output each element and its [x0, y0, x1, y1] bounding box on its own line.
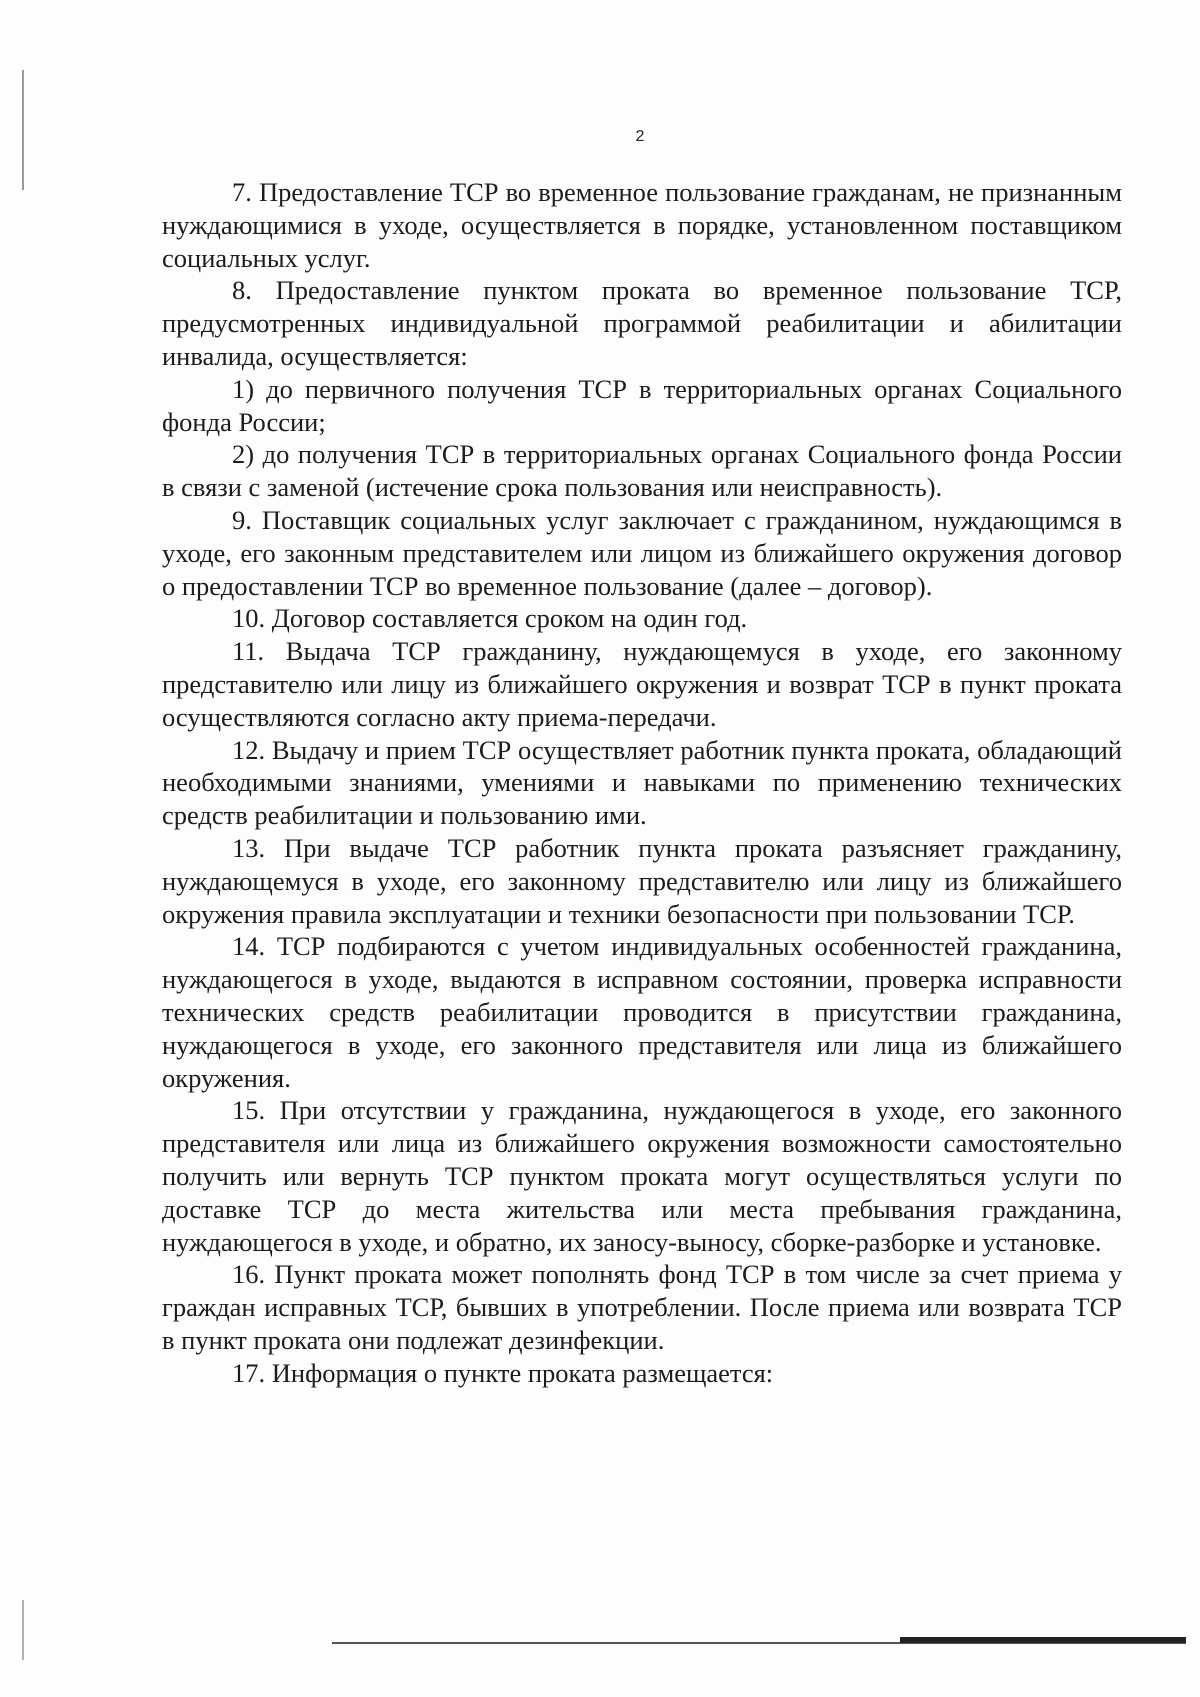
- paragraph-8-item-2: 2) до получения ТСР в территориальных органах Социального фонда России в связи с заменой (истечение срока пользования или неисправность).: [162, 439, 1122, 503]
- paragraph-11: 11. Выдача ТСР гражданину, нуждающемуся в уходе, его законному представителю или лицу из ближайшего окружения и возврат ТСР в пункт проката осуществляются согласно акту приема-передачи.: [162, 636, 1122, 732]
- scan-edge-mark: [22, 1600, 24, 1660]
- paragraph-7: 7. Предоставление ТСР во временное пользование гражданам, не признанным нуждающимися в уходе, осуществляется в порядке, установленном поставщиком социальных услуг.: [162, 177, 1122, 273]
- paragraph-15: 15. При отсутствии у гражданина, нуждающегося в уходе, его законного представителя или лица из ближайшего окружения возможности самостоятельно получить или вернуть ТСР пунктом проката могут осуществляться услуги по доставке ТСР до места жительства или места пребывания гражданина, нуждающегося в уходе, и обратно, их заносу-выносу, сборке-разборке и установке.: [162, 1095, 1122, 1257]
- paragraph-16: 16. Пункт проката может пополнять фонд ТСР в том числе за счет приема у граждан исправных ТСР, бывших в употреблении. После приема или возврата ТСР в пункт проката они подлежат дезинфекции.: [162, 1259, 1122, 1355]
- paragraph-12: 12. Выдачу и прием ТСР осуществляет работник пункта проката, обладающий необходимыми знаниями, умениями и навыками по применению технических средств реабилитации и пользованию ими.: [162, 734, 1122, 831]
- paragraph-14: 14. ТСР подбираются с учетом индивидуальных особенностей гражданина, нуждающегося в уходе, выдаются в исправном состоянии, проверка исправности технических средств реабилитации проводится в присутствии гражданина, нуждающегося в уходе, его законного представителя или лица из ближайшего окружения.: [162, 931, 1122, 1093]
- paragraph-10: 10. Договор составляется сроком на один год.: [232, 603, 748, 634]
- paragraph-13: 13. При выдаче ТСР работник пункта проката разъясняет гражданину, нуждающемуся в уходе, его законному представителю или лицу из ближайшего окружения правила эксплуатации и техники безопасности при пользовании ТСР.: [162, 832, 1122, 929]
- paragraph-8: 8. Предоставление пунктом проката во временное пользование ТСР, предусмотренных индивидуальной программой реабилитации и абилитации инвалида, осуществляется:: [162, 275, 1122, 371]
- paragraph-17: 17. Информация о пункте проката размещается:: [232, 1357, 774, 1388]
- paragraph-8-item-1: 1) до первичного получения ТСР в территориальных органах Социального фонда России;: [162, 373, 1122, 437]
- page-number: 2: [635, 128, 645, 145]
- paragraph-9: 9. Поставщик социальных услуг заключает с гражданином, нуждающимся в уходе, его законным представителем или лицом из ближайшего окружения договор о предоставлении ТСР во временное пользование (далее – договор).: [162, 504, 1122, 601]
- document-body: [162, 176, 1122, 1389]
- footer-rule-thick: [900, 1637, 1186, 1643]
